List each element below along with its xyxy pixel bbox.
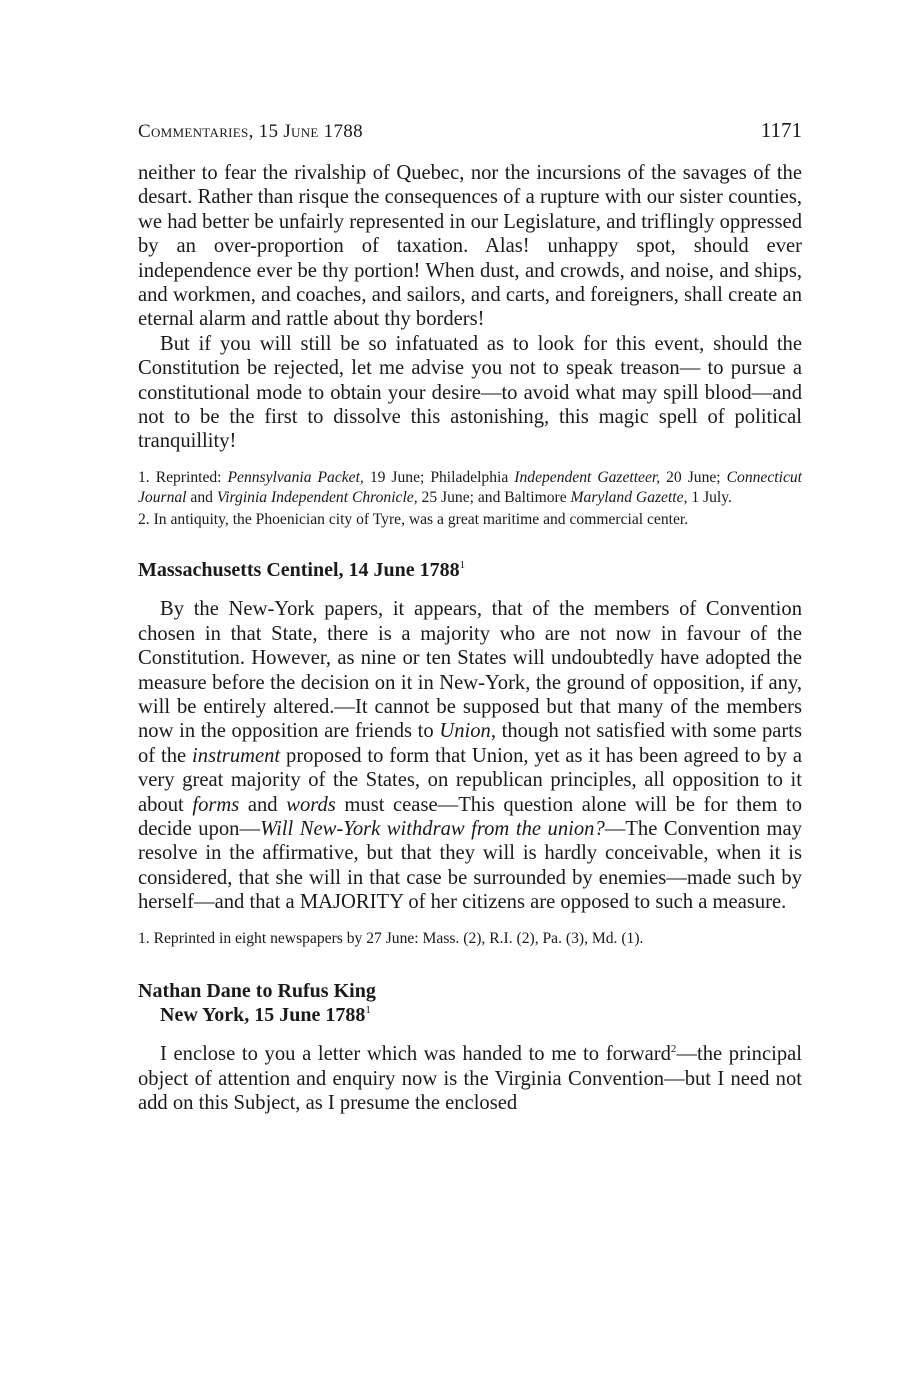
running-head <box>138 118 802 143</box>
paragraph: neither to fear the rivalship of Quebec, nor the incursions of the savages of the desart. Rather than risque the consequences of a rupture with our sister counties, we had better be unfairly represented in our Legislature, and triflingly oppressed by an over-proportion of taxation. Alas! unhappy spot, should ever independence ever be thy portion! When dust, and crowds, and noise, and ships, and workmen, and coaches, and sailors, and carts, and foreigners, shall create an eternal alarm and rattle about thy borders! <box>138 162 802 331</box>
footnote-2: 2. In antiquity, the Phoenician city of Tyre, was a great maritime and commercial center. <box>138 510 689 528</box>
running-head-title: Commentaries, 15 June 1788 <box>138 121 363 142</box>
footnote-1: 1. Reprinted: Pennsylvania Packet, 19 June; Philadelphia Independent Gazetteer, 20 June; Connecticut Journal and Virginia Independent Chronicle, 25 June; and Baltimore Maryland Gazette, 1 July. <box>138 468 802 507</box>
paragraph: But if you will still be so infatuated as to look for this event, should the Constitution be rejected, let me advise you not to speak treason— to pursue a constitutional mode to obtain your desire—to avoid what may spill blood—and not to be the first to dissolve this astonishing, this magic spell of political tranquillity! <box>138 332 802 453</box>
footnotes <box>138 468 802 531</box>
paragraph: I enclose to you a letter which was handed to me to forward$^2$—the principal object of attention and enquiry now is the Virginia Convention—but I need not add on this Subject, as I presume the enclosed <box>138 1043 802 1114</box>
paragraph: By the New-York papers, it appears, that of the members of Convention chosen in that State, there is a majority who are not now in favour of the Constitution. However, as nine or ten States will undoubtedly have adopted the measure before the decision on it in New-York, the ground of opposition, if any, will be entirely altered.—It cannot be supposed but that many of the members now in the opposition are friends to Union, though not satisfied with some parts of the instrument proposed to form that Union, yet as it has been agreed to by a very great majority of the States, on republican principles, all opposition to it about forms and words must cease—This question alone will be for them to decide upon—Will New-York withdraw from the union?—The Convention may resolve in the affirmative, but that they will is hardly conceivable, when it is considered, that she will in that case be surrounded by enemies—made such by herself—and that a MAJORITY of her citizens are opposed to such a measure. <box>138 598 803 914</box>
section-heading: Nathan Dane to Rufus King New York, 15 June 1788$^1$ <box>138 980 376 1027</box>
footnotes <box>138 929 802 950</box>
section-heading: Massachusetts Centinel, 14 June 1788$^1$ <box>138 559 466 582</box>
document-page <box>138 118 802 1115</box>
page-number: 1171 <box>760 118 802 142</box>
footnote-1: 1. Reprinted in eight newspapers by 27 June: Mass. (2), R.I. (2), Pa. (3), Md. (1). <box>138 929 644 947</box>
